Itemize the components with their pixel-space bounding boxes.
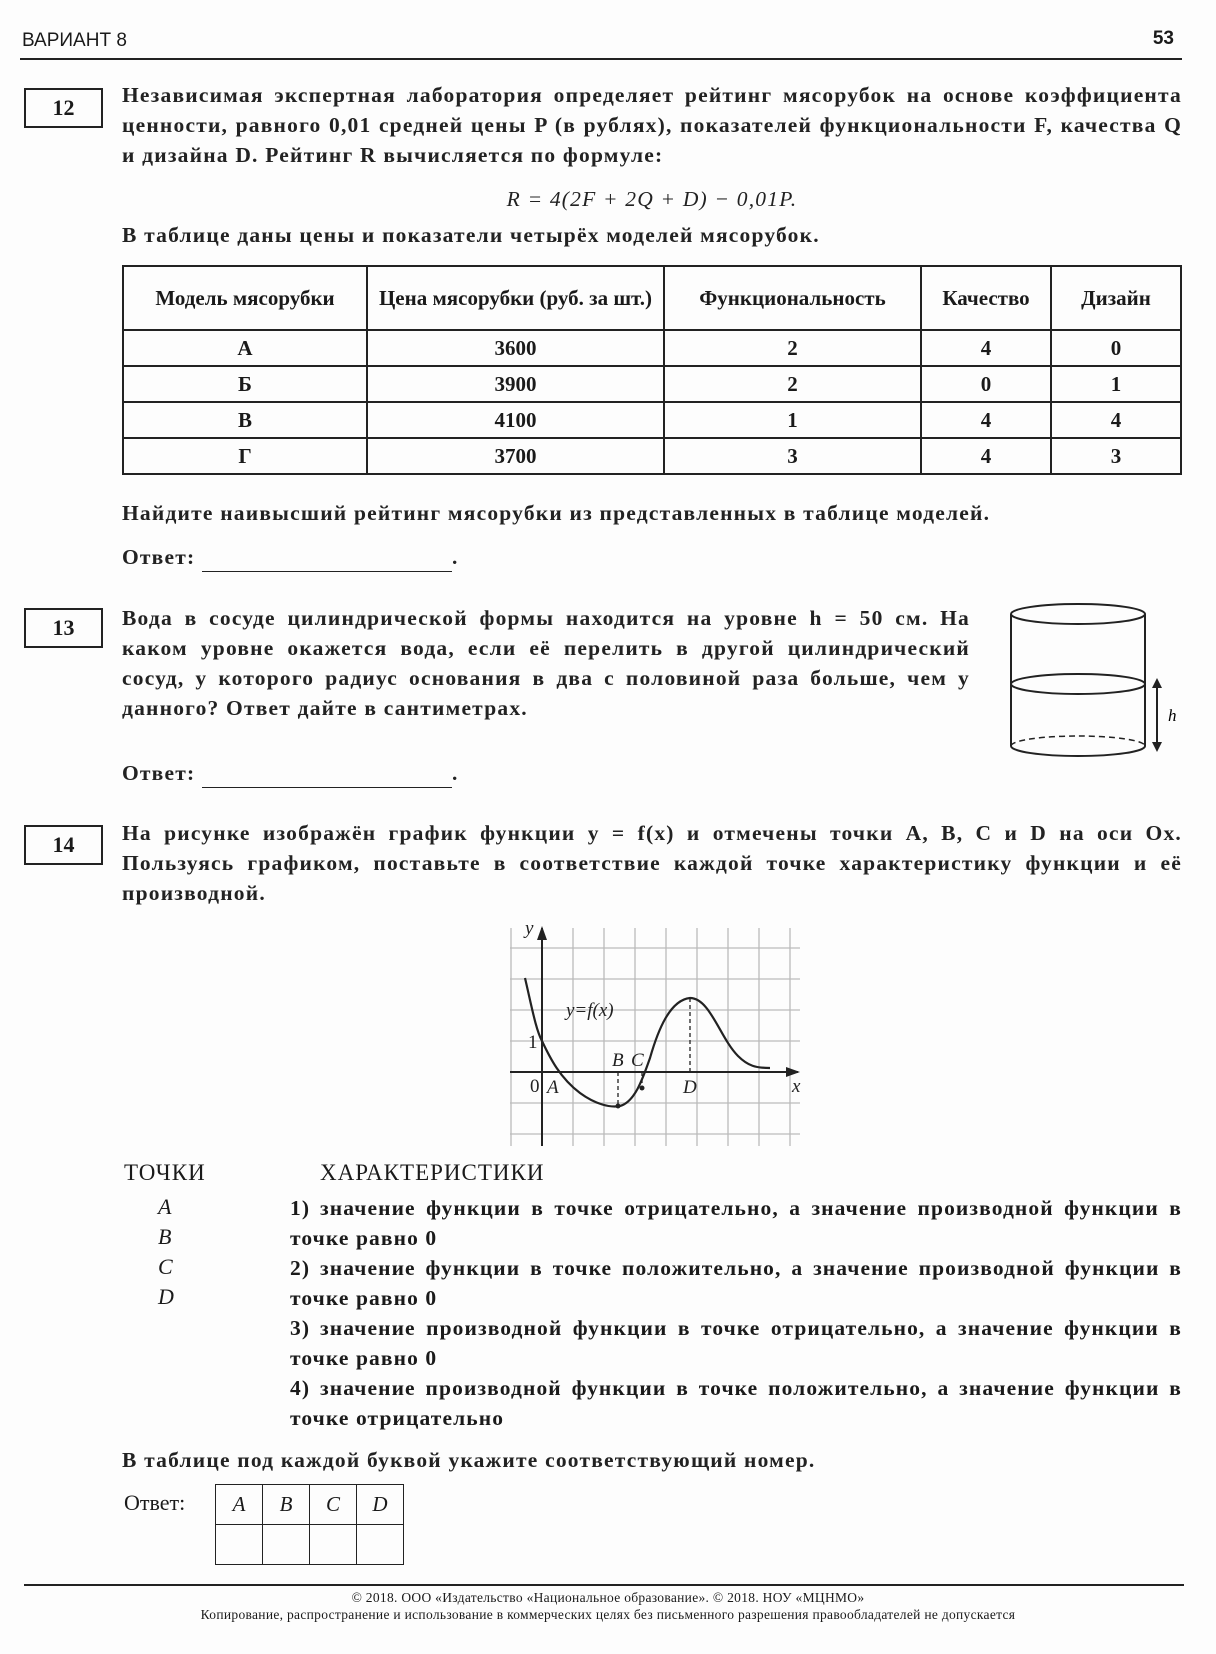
footer-divider — [24, 1584, 1184, 1586]
task-number: 12 — [24, 88, 103, 128]
cylinder-figure — [1000, 598, 1200, 763]
point-c-label: C — [631, 1050, 644, 1071]
cell: 4100 — [367, 402, 664, 438]
answer-label: Ответ: — [124, 1490, 186, 1515]
item-number: 4) — [290, 1376, 311, 1400]
page-number: 53 — [1152, 28, 1174, 49]
characteristics-heading: ХАРАКТЕРИСТИКИ — [320, 1160, 545, 1185]
point-item: A — [158, 1194, 172, 1219]
origin-label: 0 — [530, 1076, 540, 1097]
item-number: 2) — [290, 1256, 311, 1280]
points-list — [158, 1192, 174, 1312]
height-label: h — [1168, 706, 1177, 725]
cell: А — [123, 330, 367, 366]
cell: 2 — [664, 366, 921, 402]
table-header — [123, 266, 1181, 330]
answer-header: A — [216, 1485, 263, 1525]
cell: 2 — [664, 330, 921, 366]
item-number: 1) — [290, 1196, 311, 1220]
tick-one: 1 — [528, 1032, 538, 1053]
item-number: 3) — [290, 1316, 311, 1340]
header-cell: Цена мясорубки (руб. за шт.) — [367, 266, 664, 330]
answer-label: Ответ: — [122, 761, 196, 785]
cell: В — [123, 402, 367, 438]
task-number: 14 — [24, 825, 103, 865]
item-text: значение функции в точке положительно, а значение производной функции в точке равно 0 — [290, 1256, 1182, 1310]
answer-cell-b[interactable] — [263, 1525, 310, 1565]
answer-header: B — [263, 1485, 310, 1525]
answer-row: Ответ: . — [122, 758, 459, 788]
cell: 4 — [921, 438, 1051, 474]
cell: 4 — [921, 402, 1051, 438]
cell: 3600 — [367, 330, 664, 366]
answer-cell-a[interactable] — [216, 1525, 263, 1565]
task-text: Вода в сосуде цилиндрической формы находится на уровне h = 50 см. На каком уровне окажется вода, если её перелить в другой цилиндрический сосуд, у которого радиус основания в два с половиной раза больше, чем у данного? Ответ дайте в сантиметрах. — [122, 606, 970, 720]
cell: 3900 — [367, 366, 664, 402]
formula: R = 4(2F + 2Q + D) − 0,01P. — [506, 187, 798, 211]
grid — [510, 928, 800, 1146]
answer-field[interactable] — [202, 765, 452, 788]
cell: Б — [123, 366, 367, 402]
item-text: значение функции в точке отрицательно, а значение производной функции в точке равно 0 — [290, 1196, 1182, 1250]
cell: Г — [123, 438, 367, 474]
task-number: 13 — [24, 608, 103, 648]
function-label: y=f(x) — [566, 1000, 614, 1021]
item-text: значение производной функции в точке положительно, а значение функции в точке отрицательно — [290, 1376, 1182, 1430]
point-a-label: A — [547, 1077, 559, 1098]
cell: 3700 — [367, 438, 664, 474]
point-d-label: D — [683, 1077, 697, 1098]
point-item: C — [158, 1254, 173, 1279]
header-cell: Качество — [921, 266, 1051, 330]
cell: 4 — [921, 330, 1051, 366]
point-item: D — [158, 1284, 174, 1309]
function-curve — [525, 978, 770, 1106]
header-cell: Дизайн — [1051, 266, 1181, 330]
characteristic-item — [290, 1313, 1182, 1373]
instruction: В таблице под каждой буквой укажите соответствующий номер. — [122, 1448, 816, 1472]
cell: 3 — [1051, 438, 1181, 474]
question: Найдите наивысший рейтинг мясорубки из представленных в таблице моделей. — [122, 501, 991, 525]
data-table — [122, 265, 1182, 475]
answer-cell-c[interactable] — [310, 1525, 357, 1565]
table-intro: В таблице даны цены и показатели четырёх моделей мясорубок. — [122, 223, 820, 247]
characteristic-item — [290, 1253, 1182, 1313]
point-item: B — [158, 1224, 172, 1249]
x-label: x — [792, 1076, 801, 1097]
answer-table — [215, 1484, 404, 1565]
answer-field[interactable] — [202, 549, 452, 572]
answer-cell-d[interactable] — [357, 1525, 404, 1565]
header-cell: Модель мясорубки — [123, 266, 367, 330]
table-row — [123, 330, 1181, 366]
answer-header: D — [357, 1485, 404, 1525]
points-heading: ТОЧКИ — [124, 1160, 206, 1185]
cell: 1 — [664, 402, 921, 438]
characteristic-item — [290, 1193, 1182, 1253]
answer-label: Ответ: — [122, 545, 196, 569]
header-divider — [20, 58, 1182, 60]
header-cell: Функциональность — [664, 266, 921, 330]
task-text: Независимая экспертная лаборатория определяет рейтинг мясорубок на основе коэффициента ценности, равного 0,01 средней цены P (в рублях), показателей функциональности F, качества Q и дизайна D. Рейтинг R вычисляется по формуле: — [122, 83, 1182, 167]
cell: 1 — [1051, 366, 1181, 402]
cell: 0 — [921, 366, 1051, 402]
answer-row: Ответ: . — [122, 542, 459, 572]
table-row — [123, 402, 1181, 438]
function-graph — [500, 918, 810, 1150]
cell: 0 — [1051, 330, 1181, 366]
answer-header: C — [310, 1485, 357, 1525]
footer-copyright: © 2018. ООО «Издательство «Национальное образование». © 2018. НОУ «МЦНМО» — [351, 1590, 865, 1605]
table-row — [123, 366, 1181, 402]
characteristic-item — [290, 1373, 1182, 1433]
variant-label: ВАРИАНТ 8 — [22, 30, 127, 51]
footer-notice: Копирование, распространение и использование в коммерческих целях без письменного разрешения правообладателей не допускается — [200, 1607, 1016, 1622]
table-row — [123, 438, 1181, 474]
cell: 3 — [664, 438, 921, 474]
point-b-label: B — [612, 1050, 624, 1071]
y-label: y — [525, 918, 534, 939]
item-text: значение производной функции в точке отрицательно, а значение функции в точке равно 0 — [290, 1316, 1182, 1370]
cell: 4 — [1051, 402, 1181, 438]
task-text: На рисунке изображён график функции y = f(x) и отмечены точки A, B, C и D на оси Ox. Пользуясь графиком, поставьте в соответствие каждой точке характеристику функции и её производной. — [122, 821, 1182, 905]
